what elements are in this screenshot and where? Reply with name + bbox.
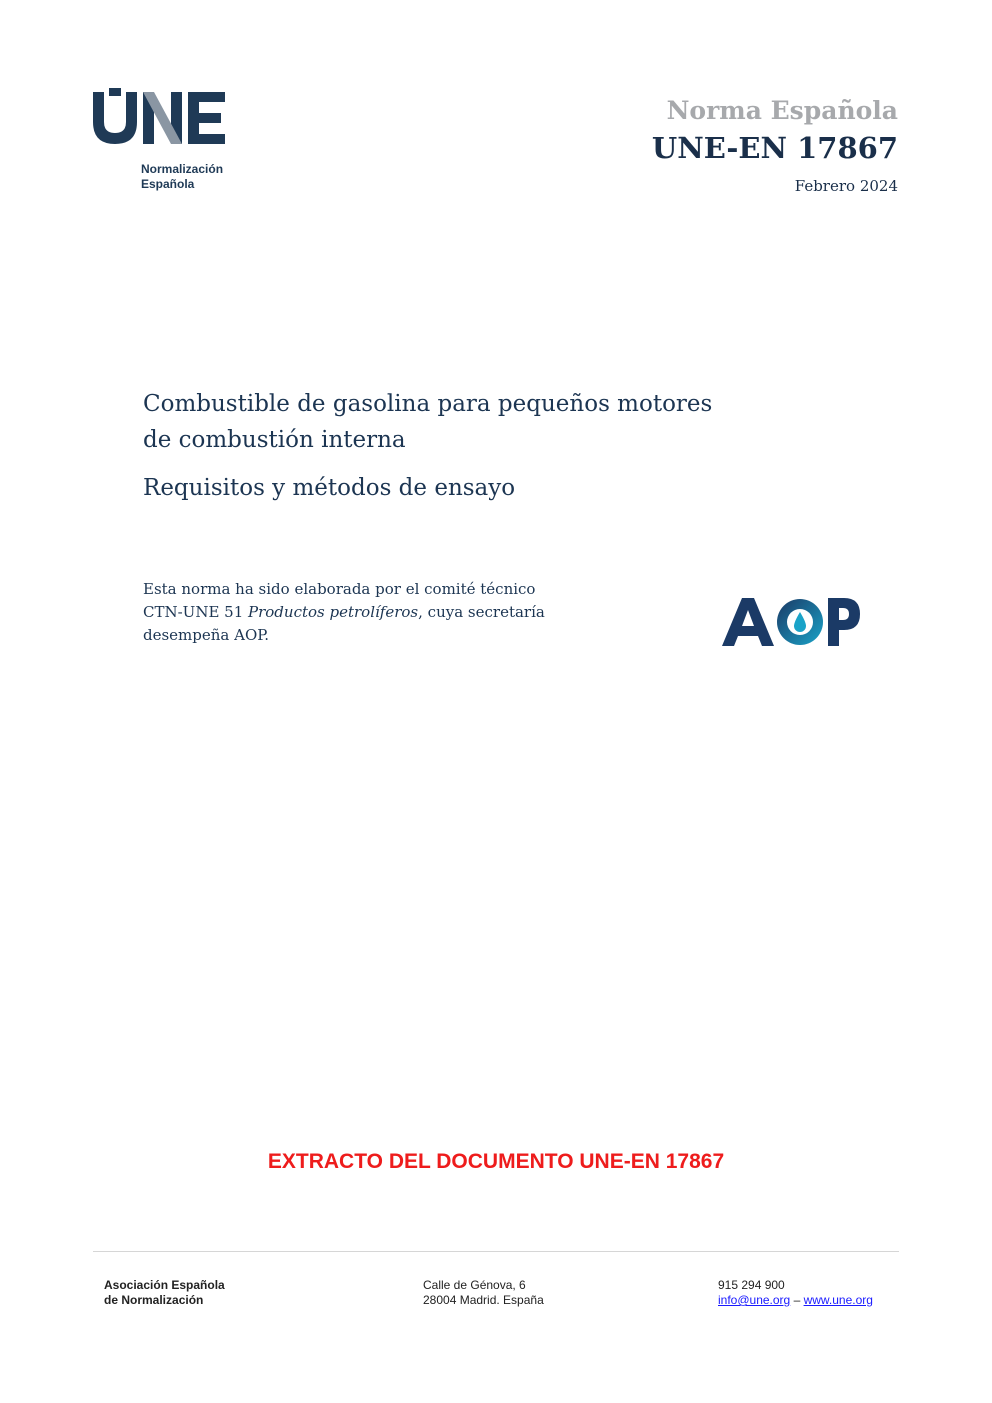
committee-line-3: desempeña AOP. — [143, 626, 270, 644]
une-logo — [93, 88, 253, 198]
footer-phone: 915 294 900 — [718, 1278, 785, 1292]
logo-sub-line2: Española — [141, 177, 195, 191]
committee-name: Productos petrolíferos — [248, 603, 419, 621]
une-wordmark-icon — [93, 88, 233, 148]
footer-contact — [718, 1278, 873, 1308]
title-line-2: de combustión interna — [143, 427, 406, 453]
footer-links — [718, 1293, 873, 1308]
extract-notice: EXTRACTO DEL DOCUMENTO UNE-EN 17867 — [267, 1150, 725, 1173]
committee-statement — [143, 578, 613, 647]
footer-address-line1: Calle de Génova, 6 — [423, 1278, 526, 1292]
committee-code: CTN-UNE 51 — [143, 603, 249, 621]
committee-line-2 — [143, 601, 613, 624]
footer-divider — [93, 1251, 899, 1252]
email-link[interactable]: info@une.org — [718, 1293, 791, 1307]
committee-suffix: , cuya secretaría — [418, 603, 545, 621]
document-subtitle: Requisitos y métodos de ensayo — [143, 475, 516, 501]
document-title — [143, 386, 843, 506]
publication-date: Febrero 2024 — [794, 177, 898, 195]
footer-organization — [104, 1278, 225, 1308]
aop-logo-icon — [720, 592, 865, 652]
title-line-1: Combustible de gasolina para pequeños motores — [143, 391, 713, 417]
norma-code: UNE-EN 17867 — [651, 131, 898, 165]
logo-sub-line1: Normalización — [141, 162, 224, 176]
footer-org-line2: de Normalización — [104, 1293, 204, 1307]
aop-logo — [720, 592, 865, 652]
committee-line-1: Esta norma ha sido elaborada por el comité técnico — [143, 580, 536, 598]
link-separator: – — [790, 1293, 804, 1307]
website-link[interactable]: www.une.org — [803, 1293, 873, 1307]
footer-org-line1: Asociación Española — [104, 1278, 225, 1292]
footer-address-line2: 28004 Madrid. España — [423, 1293, 544, 1307]
footer-address — [423, 1278, 544, 1308]
norma-label: Norma Española — [666, 96, 898, 125]
logo-subtitle — [141, 162, 223, 192]
